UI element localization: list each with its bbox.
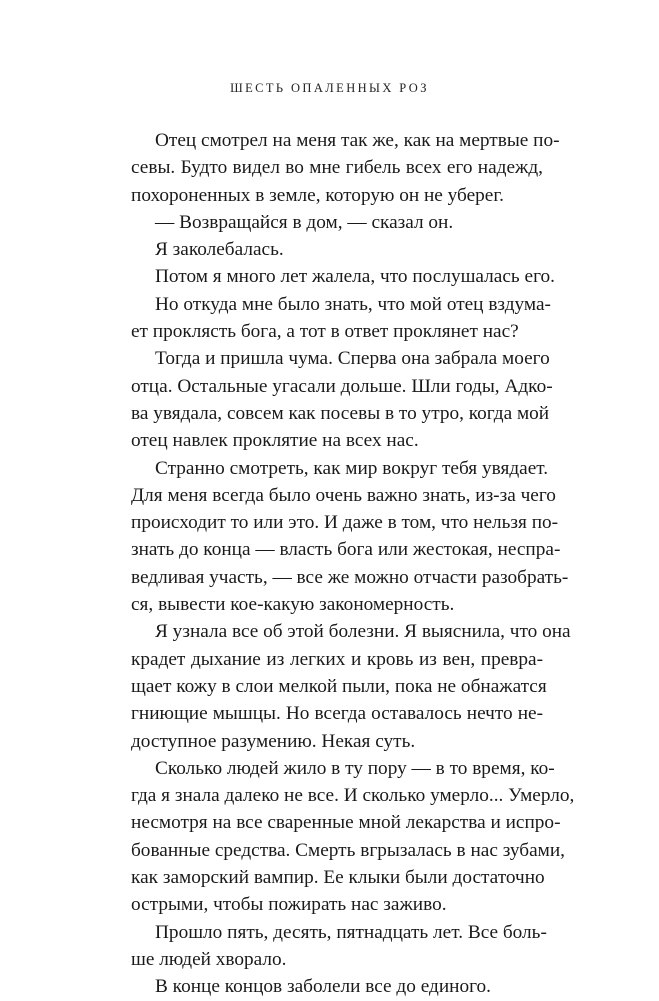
text-line: доступное разумению. Некая суть. — [131, 730, 416, 752]
text-line: ва увядала, совсем как посевы в то утро, когда мой — [131, 402, 550, 424]
paragraph — [131, 263, 555, 290]
text-line: отец навлек проклятие на всех нас. — [131, 430, 419, 452]
text-line: как заморский вампир. Ее клыки были достаточно — [131, 867, 545, 889]
text-line: Я заколебалась. — [155, 239, 284, 261]
text-line: гниющие мышцы. Но всегда оставалось нечто не- — [131, 703, 543, 725]
text-line: знать до конца — власть бога или жестокая, неспра- — [131, 539, 561, 561]
text-line: острыми, чтобы пожирать нас заживо. — [131, 894, 447, 916]
text-line: севы. Будто видел во мне гибель всех его надежд, — [131, 157, 543, 179]
text-line: Для меня всегда было очень важно знать, из-за чего — [131, 484, 556, 506]
text-line: Потом я много лет жалела, что послушалась его. — [155, 266, 555, 288]
text-line: — Возвращайся в дом, — сказал он. — [155, 211, 454, 233]
text-line: щает кожу в слои мелкой пыли, пока не обнажатся — [131, 675, 547, 697]
paragraph — [131, 345, 553, 454]
text-line: Сколько людей жило в ту пору — в то время, ко- — [155, 757, 555, 779]
paragraph — [131, 973, 543, 1000]
text-line: крадет дыхание из легких и кровь из вен, превра- — [131, 648, 543, 670]
text-line: происходит то или это. И даже в том, что нельзя по- — [131, 512, 559, 534]
text-line: ся, вывести кое-какую закономерность. — [131, 594, 455, 616]
text-line: бованные средства. Смерть вгрызалась в нас зубами, — [131, 839, 566, 861]
body-text — [131, 127, 575, 1001]
paragraph — [131, 291, 551, 346]
paragraph — [131, 618, 571, 754]
text-line: ше людей хворало. — [131, 948, 287, 970]
text-line: Тогда и пришла чума. Сперва она забрала моего — [155, 348, 550, 370]
text-line: похороненных в земле, которую он не уберег. — [131, 184, 504, 206]
running-head: ШЕСТЬ ОПАЛЕННЫХ РОЗ — [230, 81, 429, 95]
text-line: Странно смотреть, как мир вокруг тебя увядает. — [155, 457, 549, 479]
paragraph — [131, 127, 560, 209]
text-line: Я узнала все об этой болезни. Я выяснила, что она — [155, 621, 571, 643]
text-line: Отец смотрел на меня так же, как на мертвые по- — [155, 130, 560, 151]
text-line: ведливая участь, — все же можно отчасти разобрать- — [131, 566, 569, 588]
paragraph — [131, 209, 543, 236]
text-line: гда я знала далеко не все. И сколько умерло... Умерло, — [131, 785, 575, 807]
text-line: Но откуда мне было знать, что мой отец вздума- — [155, 293, 551, 315]
text-line: Прошло пять, десять, пятнадцать лет. Все боль- — [155, 921, 547, 943]
paragraph — [131, 455, 569, 619]
paragraph — [131, 755, 575, 919]
paragraph — [131, 919, 547, 974]
text-line: несмотря на все сваренные мной лекарства и испро- — [131, 812, 561, 834]
text-line: ет проклясть бога, а тот в ответ проклянет нас? — [131, 321, 519, 343]
text-line: отца. Остальные угасали дольше. Шли годы, Адко- — [131, 375, 553, 397]
paragraph — [131, 236, 543, 263]
text-line: В конце концов заболели все до единого. — [155, 976, 491, 998]
